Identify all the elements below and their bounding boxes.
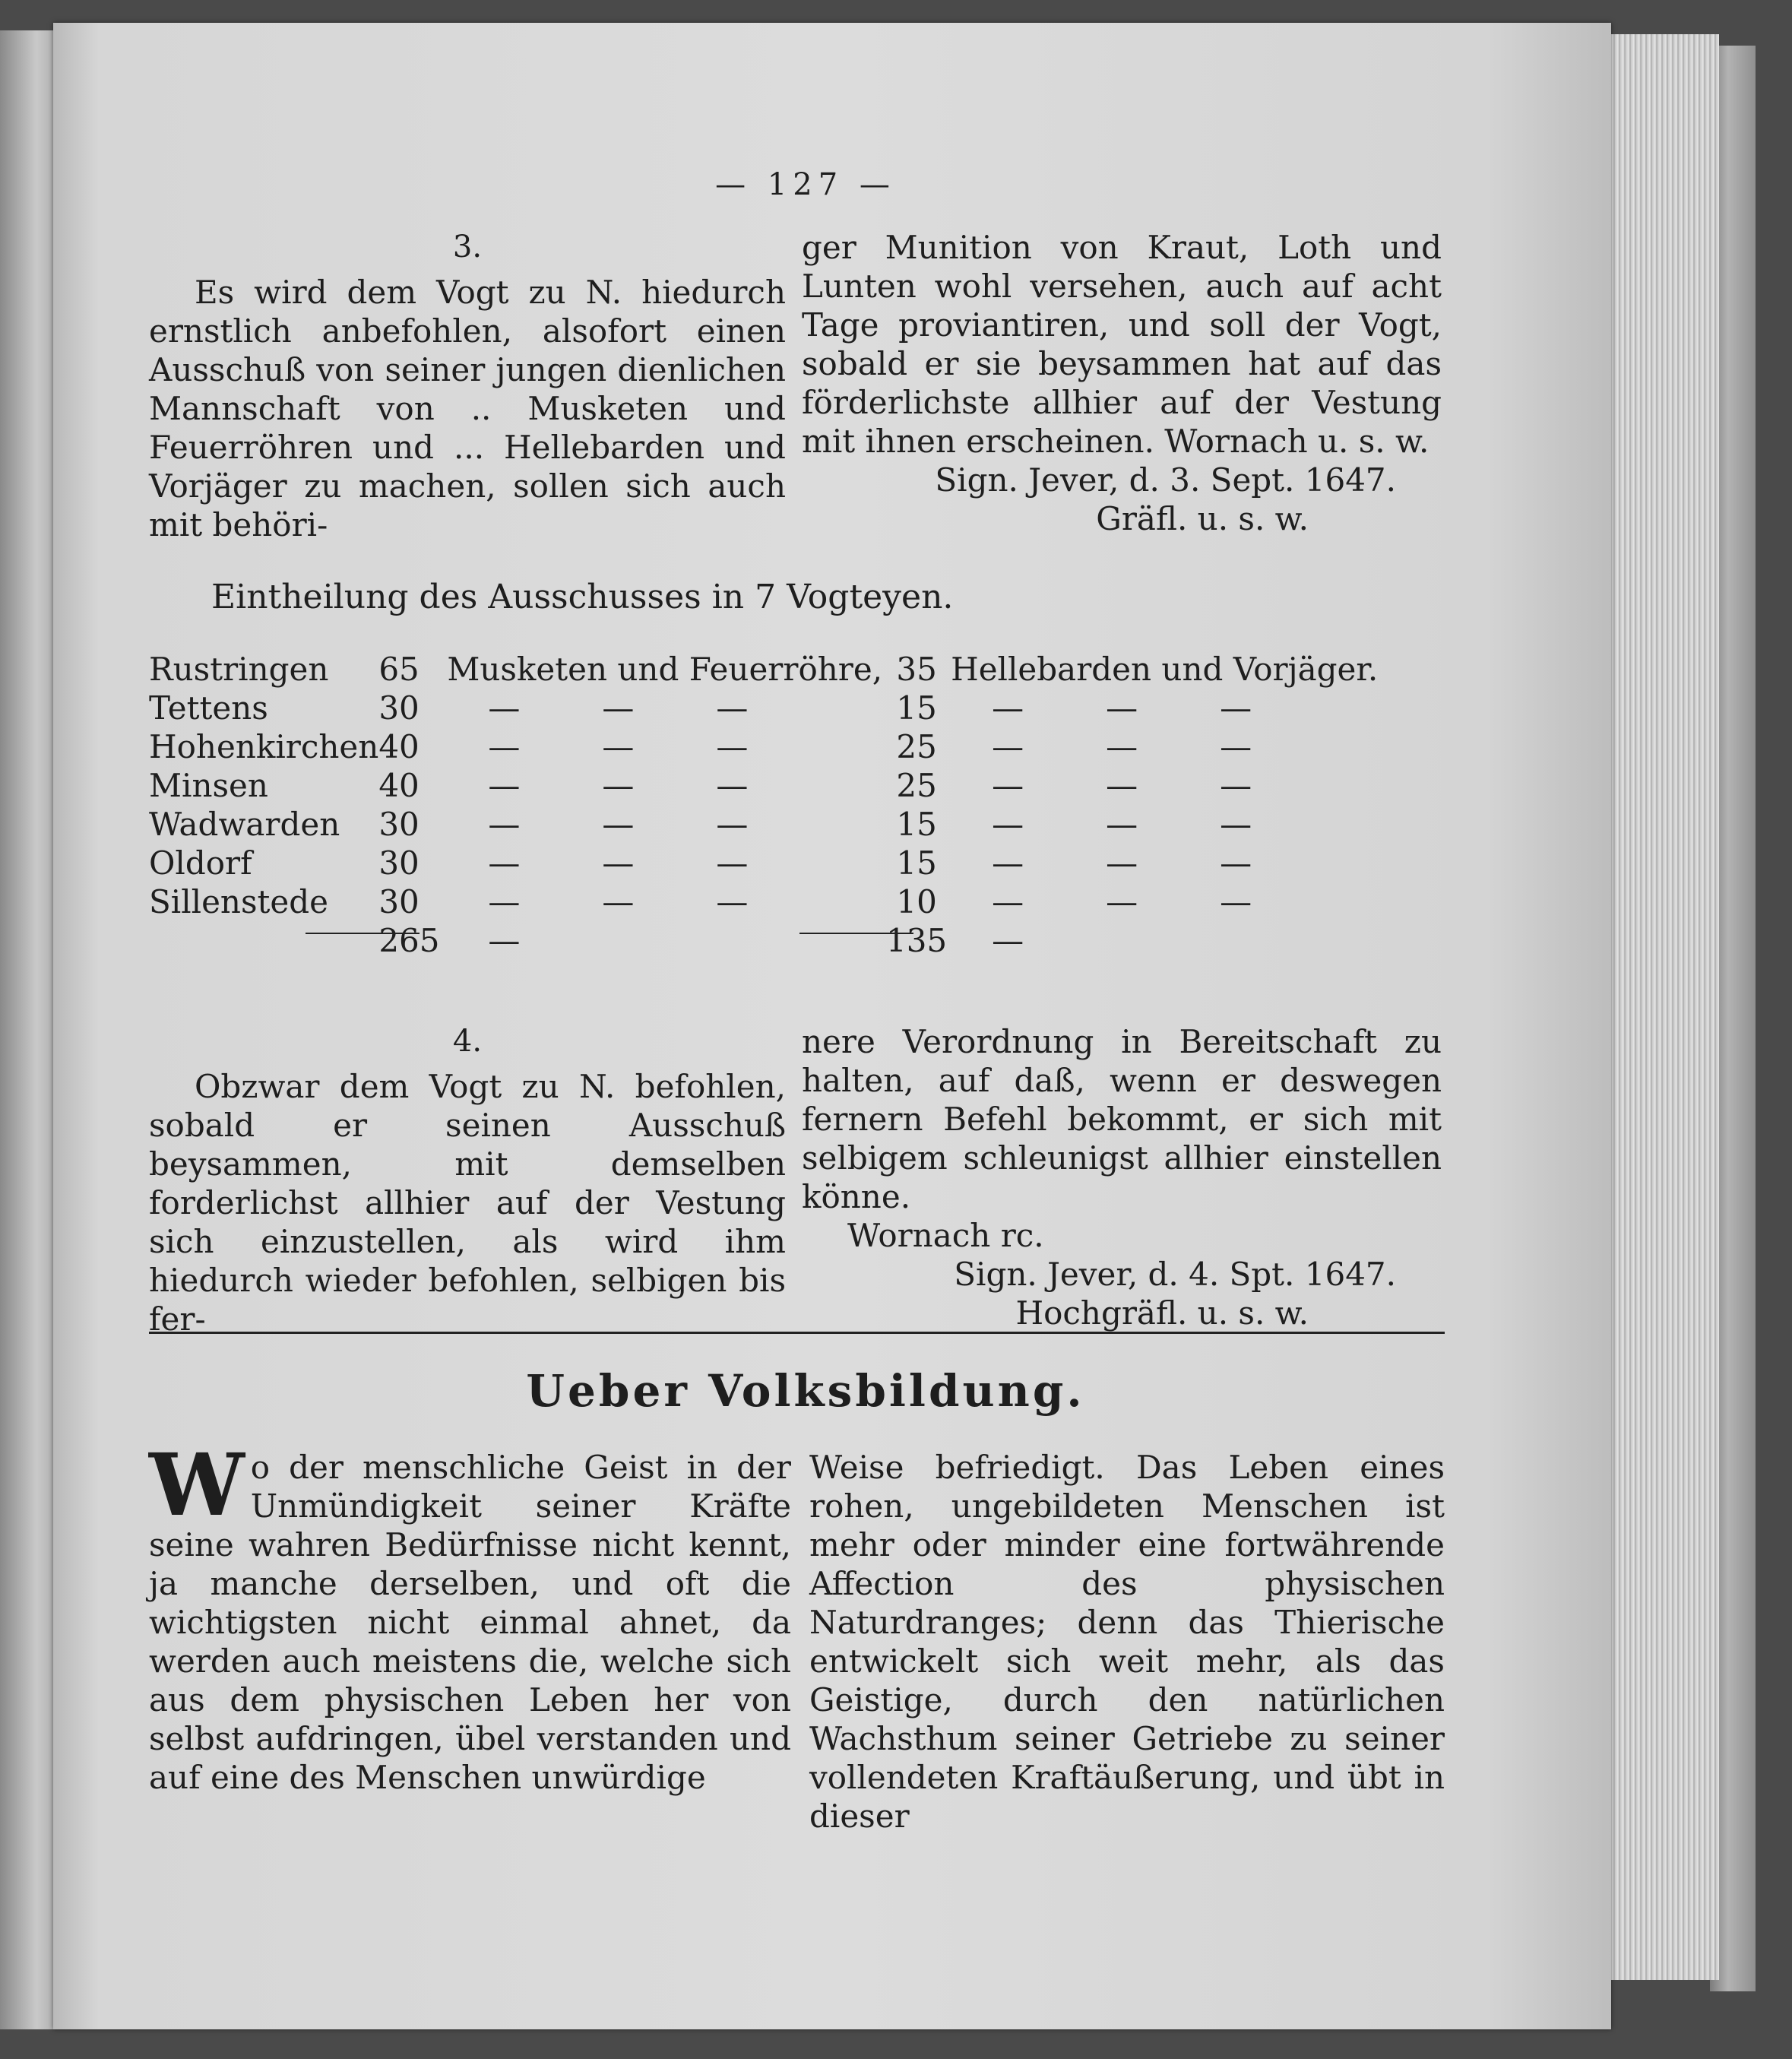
halberd-ditto-dash: — xyxy=(992,844,1024,882)
section-3-left-column xyxy=(149,228,786,544)
section-3-signature-name: Gräfl. u. s. w. xyxy=(1096,500,1309,537)
musket-ditto-dash: — xyxy=(602,689,635,727)
page-stack-edge xyxy=(1605,34,1719,1980)
page-number: — 127 — xyxy=(715,167,896,202)
vogtei-name: Rustringen xyxy=(149,651,329,688)
article-left-column xyxy=(149,1436,791,1797)
halberd-total: 135 xyxy=(885,922,948,959)
table-row xyxy=(149,844,1378,882)
halberd-ditto-dash: — xyxy=(1220,728,1252,765)
section-4-signature-place: Sign. Jever, d. 4. Spt. 1647. xyxy=(954,1256,1396,1293)
musket-total-dash-cell xyxy=(447,921,882,960)
table-row xyxy=(149,882,1378,921)
musket-count: 40 xyxy=(378,767,420,804)
halberd-ditto-dash: — xyxy=(992,689,1024,727)
musket-label-cell xyxy=(447,689,882,727)
musket-sum-line xyxy=(306,933,420,934)
halberd-ditto-dash: — xyxy=(1106,883,1138,920)
facing-page-edge xyxy=(0,30,61,2029)
musket-label-cell xyxy=(447,844,882,882)
total-spacer xyxy=(149,921,378,960)
vogtei-name: Wadwarden xyxy=(149,806,340,843)
musket-ditto-dash: — xyxy=(716,689,749,727)
musket-ditto-dash: — xyxy=(716,844,749,882)
section-4-right-text: nere Verordnung in Bereitschaft zu halten, auf daß, wenn er deswegen fernern Befehl bekommt, er sich mit selbigem schleunigst allhier einstellen könne. xyxy=(802,1023,1442,1215)
halberd-ditto-dash: — xyxy=(992,883,1024,920)
musket-label-cell xyxy=(447,882,882,921)
halberd-ditto-dash: — xyxy=(1106,806,1138,843)
halberd-ditto-dash: — xyxy=(1220,689,1252,727)
musket-ditto-dash: — xyxy=(488,767,521,804)
section-divider-rule xyxy=(149,1332,1445,1334)
table-row xyxy=(149,727,1378,766)
halberd-label-cell: Hellebarden und Vorjäger. xyxy=(951,651,1379,688)
section-3-right-text: ger Munition von Kraut, Loth und Lunten wohl versehen, auch auf acht Tage proviantiren, und soll der Vogt, sobald er sie beysammen hat auf das förderlichste allhier auf der Vestung mit ihnen erscheinen. Wornach u. s. w. xyxy=(802,229,1442,460)
halberd-sum-line xyxy=(799,933,913,934)
halberd-label-cell xyxy=(951,766,1378,805)
halberd-count: 25 xyxy=(896,767,937,804)
musket-ditto-dash: — xyxy=(488,689,521,727)
article-title: Ueber Volksbildung. xyxy=(526,1365,1085,1417)
halberd-ditto-dash: — xyxy=(1106,689,1138,727)
section-4-left-text: Obzwar dem Vogt zu N. befohlen, sobald er seinen Ausschuß beysammen, mit demselben forderlichst allhier auf der Vestung sich einzustellen, als wird ihm hiedurch wieder befohlen, selbigen bis fer- xyxy=(149,1068,786,1338)
halberd-total-dash-cell xyxy=(951,921,1378,960)
article-left-text xyxy=(149,1436,791,1797)
article-right-column xyxy=(809,1448,1445,1836)
vogtei-name: Minsen xyxy=(149,767,268,804)
vogtei-name: Sillenstede xyxy=(149,883,329,920)
halberd-ditto-dash: — xyxy=(1106,728,1138,765)
table-row xyxy=(149,805,1378,844)
section-3-right-column xyxy=(802,228,1442,538)
musket-ditto-dash: — xyxy=(488,883,521,920)
section-4-left-column xyxy=(149,1022,786,1338)
halberd-count: 10 xyxy=(896,883,937,920)
section-3-number: 3. xyxy=(452,230,483,265)
musket-label-cell xyxy=(447,766,882,805)
section-3-signature-place: Sign. Jever, d. 3. Sept. 1647. xyxy=(935,461,1396,499)
musket-count: 40 xyxy=(378,728,420,765)
article-right-text: Weise befriedigt. Das Leben eines rohen, ungebildeten Menschen ist mehr oder minder eine fortwährende Affection des physischen Naturdranges; denn das Thierische entwickelt sich weit mehr, als das Geistige, durch den natürlichen Wachsthum seiner Getriebe zu seiner vollendeten Kraftäußerung, und übt in dieser xyxy=(809,1449,1445,1835)
halberd-label-cell xyxy=(951,882,1378,921)
halberd-count: 35 xyxy=(896,651,937,688)
section-3-left-text: Es wird dem Vogt zu N. hiedurch ernstlich anbefohlen, alsofort einen Ausschuß von seiner jungen dienlichen Mannschaft von .. Musketen und Feuerröhren und ... Hellebarden und Vorjäger zu machen, sollen sich auch mit behöri- xyxy=(149,274,786,543)
musket-label-cell: Musketen und Feuerröhre, xyxy=(447,651,883,688)
musket-ditto-dash: — xyxy=(602,728,635,765)
musket-ditto-dash: — xyxy=(602,767,635,804)
halberd-label-cell xyxy=(951,689,1378,727)
table-row xyxy=(149,766,1378,805)
table-row xyxy=(149,689,1378,727)
halberd-ditto-dash: — xyxy=(1220,883,1252,920)
section-4-signature-name: Hochgräfl. u. s. w. xyxy=(1015,1294,1309,1332)
halberd-ditto-dash: — xyxy=(1106,844,1138,882)
halberd-count: 15 xyxy=(896,806,937,843)
halberd-ditto-dash: — xyxy=(1106,767,1138,804)
drop-cap: W xyxy=(149,1436,245,1535)
musket-ditto-dash: — xyxy=(488,844,521,882)
division-table xyxy=(149,650,1378,960)
musket-ditto-dash: — xyxy=(488,806,521,843)
musket-count: 30 xyxy=(378,689,420,727)
musket-ditto-dash: — xyxy=(602,883,635,920)
halberd-ditto-dash: — xyxy=(992,767,1024,804)
vogtei-name: Tettens xyxy=(149,689,268,727)
division-heading: Eintheilung des Ausschusses in 7 Vogteyen. xyxy=(211,578,954,616)
halberd-count: 25 xyxy=(896,728,937,765)
musket-count: 65 xyxy=(378,651,420,688)
total-dash: — xyxy=(992,922,1024,959)
section-4-number: 4. xyxy=(452,1024,483,1059)
halberd-label-cell xyxy=(951,805,1378,844)
halberd-label-cell xyxy=(951,727,1378,766)
halberd-ditto-dash: — xyxy=(992,806,1024,843)
article-left-body: o der menschliche Geist in der Unmündigkeit seiner Kräfte seine wahren Bedürfnisse nicht kennt, ja manche derselben, und oft die wichtigsten nicht einmal ahnet, da werden auch meistens die, welche sich aus dem physischen Leben her von selbst aufdringen, übel verstanden und auf eine des Menschen unwürdige xyxy=(149,1449,791,1796)
musket-label-cell xyxy=(447,727,882,766)
section-4-closing: Wornach rc. xyxy=(847,1217,1044,1254)
table-row xyxy=(149,650,1378,689)
vogtei-name: Oldorf xyxy=(149,844,252,882)
vogtei-name: Hohenkirchen xyxy=(149,728,379,765)
halberd-label-cell xyxy=(951,844,1378,882)
musket-ditto-dash: — xyxy=(716,806,749,843)
halberd-ditto-dash: — xyxy=(1220,767,1252,804)
section-4-right-column xyxy=(802,1022,1442,1332)
musket-ditto-dash: — xyxy=(716,883,749,920)
musket-count: 30 xyxy=(378,883,420,920)
halberd-ditto-dash: — xyxy=(1220,806,1252,843)
halberd-count: 15 xyxy=(896,844,937,882)
musket-ditto-dash: — xyxy=(716,728,749,765)
musket-ditto-dash: — xyxy=(602,844,635,882)
halberd-ditto-dash: — xyxy=(1220,844,1252,882)
musket-count: 30 xyxy=(378,844,420,882)
musket-ditto-dash: — xyxy=(488,728,521,765)
musket-label-cell xyxy=(447,805,882,844)
musket-count: 30 xyxy=(378,806,420,843)
total-dash: — xyxy=(488,922,521,959)
musket-total: 265 xyxy=(378,922,440,959)
halberd-count: 15 xyxy=(896,689,937,727)
halberd-ditto-dash: — xyxy=(992,728,1024,765)
musket-ditto-dash: — xyxy=(602,806,635,843)
total-row xyxy=(149,921,1378,960)
musket-ditto-dash: — xyxy=(716,767,749,804)
